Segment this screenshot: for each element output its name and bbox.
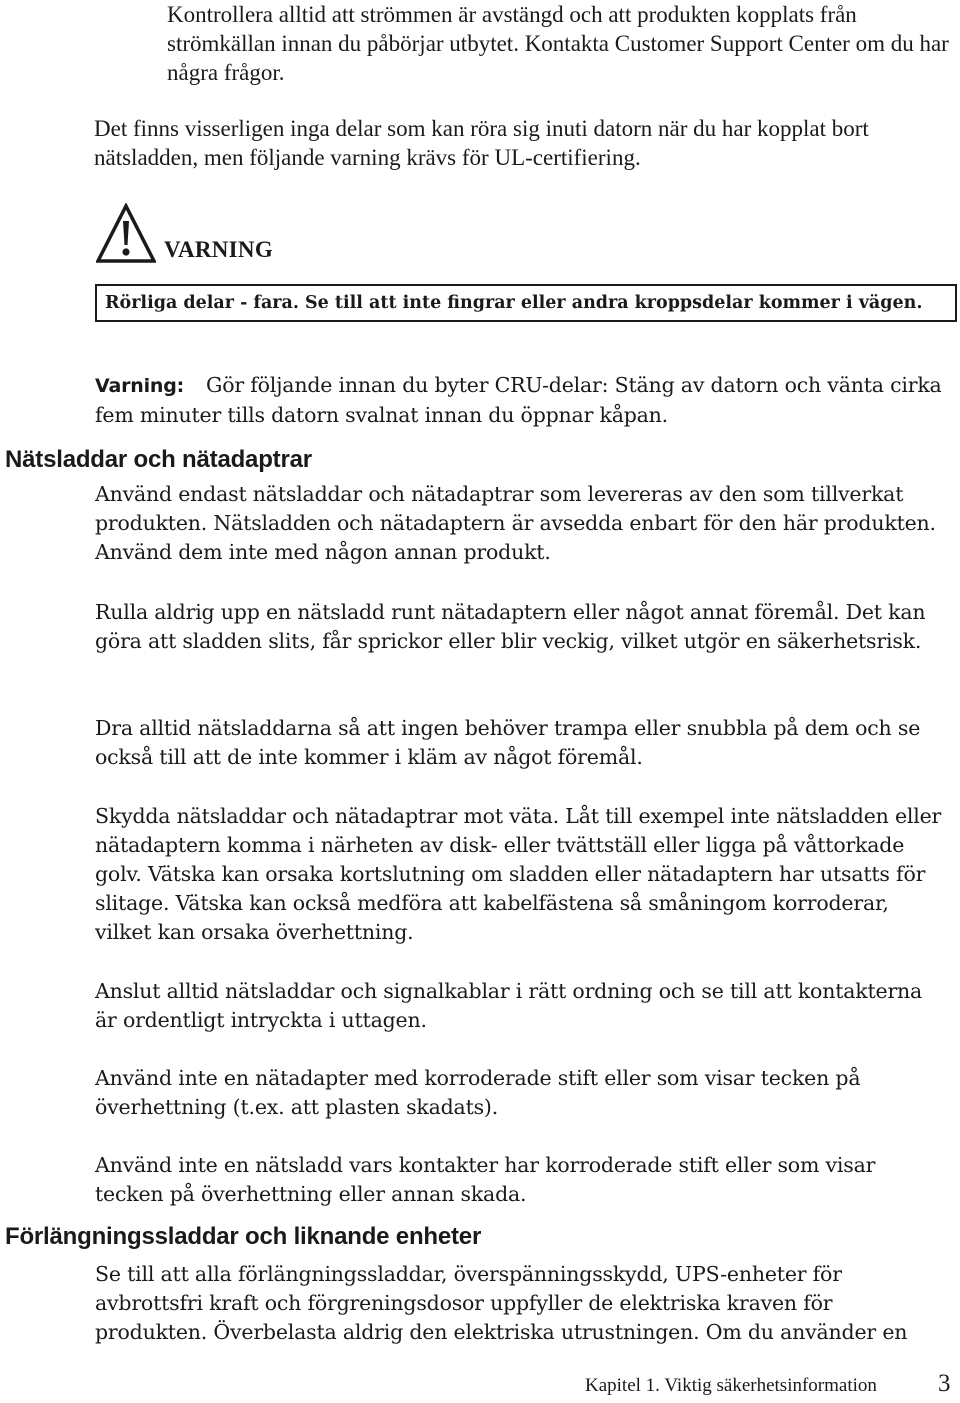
warning-header: [96, 203, 496, 265]
caution-note: [95, 371, 955, 430]
section1-paragraph: Använd endast nätsladdar och nätadaptrar som levereras av den som tillverkat produkten. Nätsladden och nätadaptern är avsedda enbart för den här produkten. Använd dem inte med någon annan produkt.: [95, 482, 936, 564]
caution-label: Varning:: [95, 375, 185, 397]
section1-paragraph: Rulla aldrig upp en nätsladd runt nätadaptern eller något annat föremål. Det kan göra att sladden slits, får sprickor eller blir veckig, vilket utgör en säkerhetsrisk.: [95, 600, 926, 653]
intro-paragraph-2: Det finns visserligen inga delar som kan röra sig inuti datorn när du har kopplat bort nätsladden, men följande varning krävs för UL-certifiering.: [94, 116, 869, 170]
section1-paragraph: Använd inte en nätsladd vars kontakter har korroderade stift eller som visar tecken på överhettning eller annan skada.: [95, 1153, 876, 1206]
warning-triangle-icon: [96, 203, 156, 270]
section-heading-natsladdar: Nätsladdar och nätadaptrar: [5, 446, 312, 473]
section1-paragraph: Skydda nätsladdar och nätadaptrar mot väta. Låt till exempel inte nätsladden eller nätadaptern komma i närheten av disk- eller tvättställ eller ligga på våttorkade golv. Vätska kan orsaka kortslutning om sladden eller nätadaptern har utsatts för slitage. Vätska kan också medföra att kabelfästena så småningom korroderar, vilket kan orsaka överhettning.: [95, 804, 942, 944]
page-number: 3: [938, 1370, 951, 1397]
warning-title: VARNING: [164, 237, 274, 262]
section1-paragraph: Använd inte en nätadapter med korroderade stift eller som visar tecken på överhettning (t.ex. att plasten skadats).: [95, 1066, 861, 1119]
section2-paragraph: Se till att alla förlängningssladdar, överspänningsskydd, UPS-enheter för avbrottsfri kraft och förgreningsdosor uppfyller de elektriska kraven för produkten. Överbelasta aldrig den elektriska utrustningen. Om du använder en: [95, 1262, 908, 1344]
warning-box-text: Rörliga delar - fara. Se till att inte fingrar eller andra kroppsdelar kommer i vägen.: [105, 293, 923, 313]
intro-paragraph-1: Kontrollera alltid att strömmen är avstängd och att produkten kopplats från strömkällan innan du påbörjar utbytet. Kontakta Customer Support Center om du har några frågor.: [167, 2, 949, 85]
section-heading-forlangningssladdar: Förlängningssladdar och liknande enheter: [5, 1223, 482, 1250]
warning-box: [95, 284, 957, 322]
section1-paragraph: Anslut alltid nätsladdar och signalkablar i rätt ordning och se till att kontakterna är ordentligt intryckta i uttagen.: [95, 979, 923, 1032]
section1-paragraph: Dra alltid nätsladdarna så att ingen behöver trampa eller snubbla på dem och se också till att de inte kommer i kläm av något föremål.: [95, 716, 921, 769]
caution-text: Gör följande innan du byter CRU-delar: Stäng av datorn och vänta cirka fem minuter tills datorn svalnat innan du öppnar kåpan.: [95, 373, 942, 427]
footer-chapter: Kapitel 1. Viktig säkerhetsinformation: [585, 1375, 877, 1396]
